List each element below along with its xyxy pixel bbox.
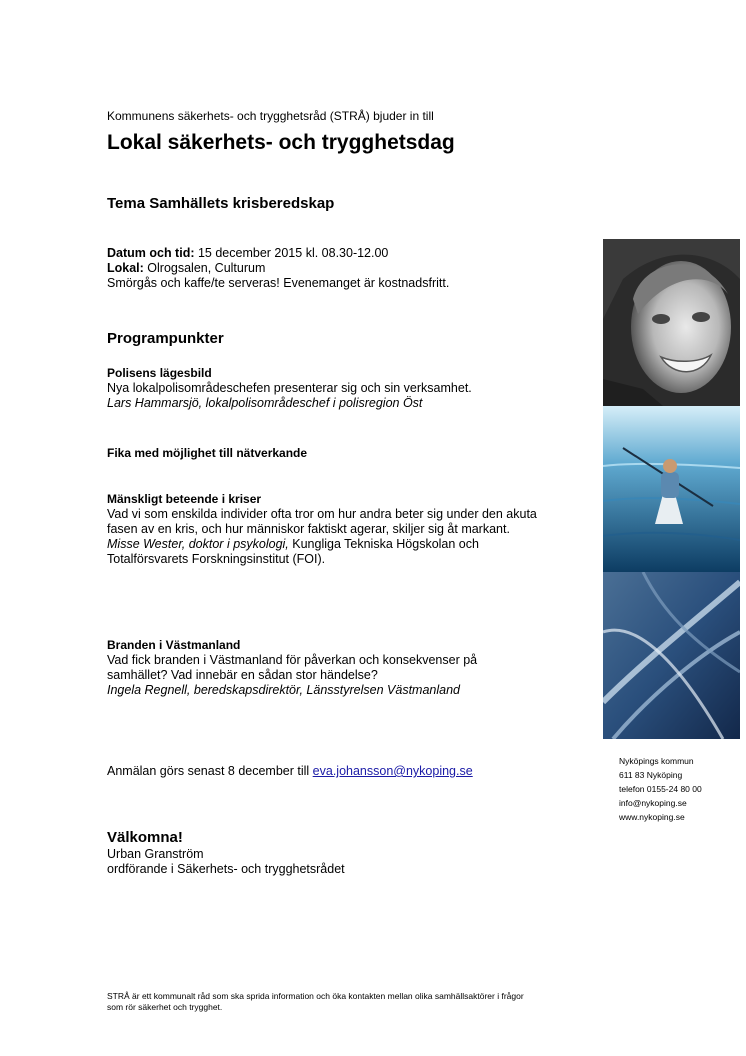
contact-web: www.nykoping.se xyxy=(619,812,685,822)
theme-heading: Tema Samhällets krisberedskap xyxy=(107,195,335,212)
signer-name: Urban Granström xyxy=(107,847,204,861)
program-item-text: Vad fick branden i Västmanland för påverkan och konsekvenser på samhället? Vad innebär en sådan stor händelse? xyxy=(107,653,478,682)
portrait-photo xyxy=(603,239,740,406)
speaker-affiliation: Kungliga Tekniska Högskolan och Totalförsvarets Forskningsinstitut (FOI). xyxy=(107,537,479,566)
program-item-text: Vad vi som enskilda individer ofta tror om hur andra beter sig under den akuta fasen av en kris, och hur människor faktiskt agerar, skiljer sig åt markant. xyxy=(107,507,537,536)
program-item-heading: Fika med möjlighet till nätverkande xyxy=(107,446,308,460)
intro-line: Kommunens säkerhets- och trygghetsråd (STRÅ) bjuder in till xyxy=(107,109,434,123)
program-item-heading: Polisens lägesbild xyxy=(107,366,212,380)
kayak-photo xyxy=(603,406,740,572)
abstract-photo xyxy=(603,572,740,739)
date-line xyxy=(107,246,537,261)
program-item-text: Nya lokalpolisområdeschefen presenterar sig och sin verksamhet. xyxy=(107,381,472,395)
registration-line xyxy=(107,764,473,778)
photo-strip xyxy=(603,239,740,739)
registration-text: Anmälan görs senast 8 december till xyxy=(107,764,313,778)
registration-email-link[interactable]: eva.johansson@nykoping.se xyxy=(312,764,473,778)
program-item-police xyxy=(107,366,537,411)
signer-role: ordförande i Säkerhets- och trygghetsrådet xyxy=(107,862,345,876)
contact-email: info@nykoping.se xyxy=(619,798,687,808)
venue-value: Olrogsalen, Culturum xyxy=(143,261,266,275)
date-label: Datum och tid: xyxy=(107,246,195,260)
welcome-block xyxy=(107,829,345,877)
venue-line xyxy=(107,261,537,276)
venue-label: Lokal: xyxy=(107,261,144,275)
event-info xyxy=(107,246,537,291)
contact-phone: telefon 0155-24 80 00 xyxy=(619,784,702,794)
program-item-speaker: Ingela Regnell, beredskapsdirektör, Länsstyrelsen Västmanland xyxy=(107,683,460,697)
program-item-fire xyxy=(107,638,537,698)
program-item-behavior xyxy=(107,492,537,567)
welcome-heading: Välkomna! xyxy=(107,829,183,846)
date-value: 15 december 2015 kl. 08.30-12.00 xyxy=(194,246,389,260)
program-item-speaker: Lars Hammarsjö, lokalpolisområdeschef i polisregion Öst xyxy=(107,396,423,410)
program-item-speaker xyxy=(107,537,537,567)
contact-address: 611 83 Nyköping xyxy=(619,770,683,780)
page-title: Lokal säkerhets- och trygghetsdag xyxy=(107,131,455,154)
program-item-heading: Branden i Västmanland xyxy=(107,638,241,652)
contact-org: Nyköpings kommun xyxy=(619,756,694,766)
footer-note: STRÅ är ett kommunalt råd som ska sprida information och öka kontakten mellan olika samhällsaktörer i frågor som rör säkerhet och trygghet. xyxy=(107,991,524,1012)
program-item-heading: Mänskligt beteende i kriser xyxy=(107,492,262,506)
program-heading: Programpunkter xyxy=(107,330,224,347)
contact-block xyxy=(619,754,702,824)
speaker-name: Misse Wester, doktor i psykologi, xyxy=(107,537,289,551)
program-item-fika xyxy=(107,446,537,461)
refreshments-line: Smörgås och kaffe/te serveras! Evenemanget är kostnadsfritt. xyxy=(107,276,450,290)
